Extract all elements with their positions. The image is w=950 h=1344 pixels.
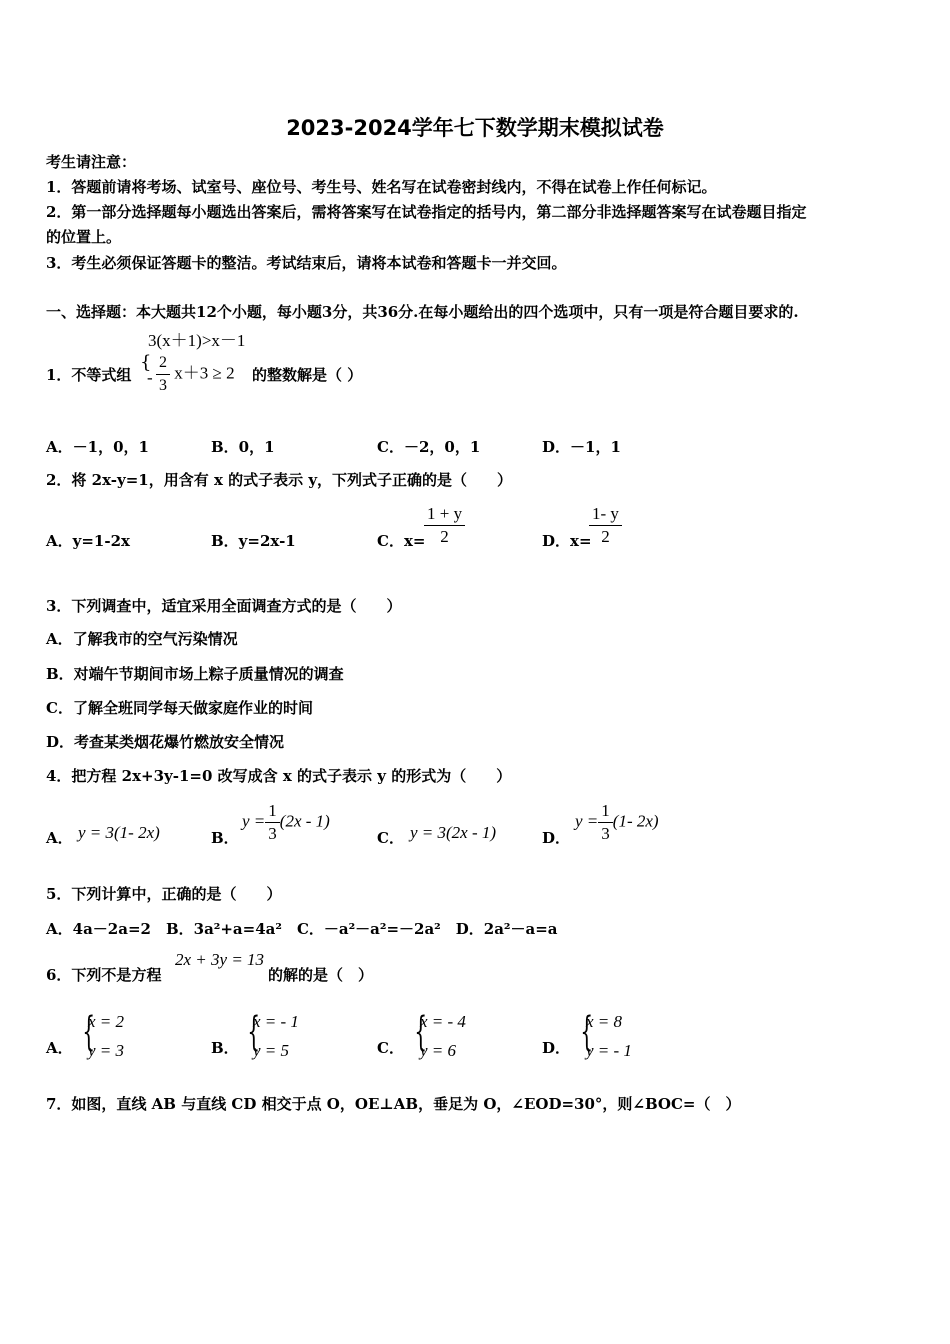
q2-d-den: 2 — [589, 525, 622, 548]
notice-item-3: 3．考生必须保证答题卡的整洁。考试结束后，请将本试卷和答题卡一并交回。 — [46, 254, 567, 272]
q4-label-d: D． — [542, 829, 571, 847]
q4-d-num: 1 — [601, 801, 610, 820]
q1-option-b: B．0，1 — [211, 438, 275, 456]
q6-stem: 6．下列不是方程 — [46, 966, 162, 984]
q6-label-a: A． — [46, 1039, 73, 1057]
q6-a-x: x = 2 — [88, 1012, 125, 1031]
q6-stem-after: 的解的是（ ） — [268, 966, 374, 984]
q6-d-y: y = - 1 — [586, 1041, 632, 1060]
notice-heading: 考生请注意： — [46, 153, 137, 171]
q3-option-c: C．了解全班同学每天做家庭作业的时间 — [46, 699, 313, 717]
q6-c-x: x = - 4 — [420, 1012, 466, 1031]
q1-option-a: A．－1，0，1 — [46, 438, 149, 456]
q1-stem: 1．不等式组 — [46, 366, 132, 384]
q2-option-a: A．y=1-2x — [46, 532, 130, 550]
q1-option-d: D．－1，1 — [542, 438, 621, 456]
page-title: 2023-2024学年七下数学期末模拟试卷 — [286, 116, 664, 140]
q1-option-c: C．－2，0，1 — [377, 438, 481, 456]
q6-b-brace: { — [247, 1009, 261, 1055]
q2-c-num: 1 + y — [427, 504, 463, 523]
q4-d-den: 3 — [598, 822, 613, 845]
q2-c-den: 2 — [424, 525, 465, 548]
q6-b-y: y = 5 — [253, 1041, 290, 1060]
q4-d-post: (1- 2x) — [612, 811, 659, 831]
q4-label-b: B． — [211, 829, 239, 847]
q6-d-brace: { — [580, 1009, 594, 1055]
q6-label-b: B． — [211, 1039, 239, 1057]
q1-inequality-2-rest: x＋3 ≥ 2 — [174, 363, 235, 383]
q6-c-brace: { — [414, 1009, 428, 1055]
q5-stem: 5．下列计算中，正确的是（ ） — [46, 885, 282, 903]
q6-equation: 2x + 3y = 13 — [175, 950, 265, 969]
q1-brace: { — [140, 352, 152, 373]
q4-option-a: y = 3(1- 2x) — [78, 823, 160, 842]
q7-stem: 7．如图，直线 AB 与直线 CD 相交于点 O，OE⊥AB，垂足为 O，∠EOD=30°，则∠BOC=（ ） — [46, 1095, 741, 1113]
q2-stem: 2．将 2x-y=1，用含有 x 的式子表示 y，下列式子正确的是（ ） — [46, 471, 513, 489]
q2-option-d-fraction — [589, 503, 622, 548]
q4-b-num: 1 — [268, 801, 277, 820]
q2-option-c-label: C．x= — [377, 532, 426, 550]
q3-option-b: B．对端午节期间市场上粽子质量情况的调查 — [46, 665, 344, 683]
q3-stem: 3．下列调查中，适宜采用全面调查方式的是（ ） — [46, 597, 402, 615]
q4-b-post: (2x - 1) — [279, 811, 330, 831]
q4-label-a: A． — [46, 829, 73, 847]
q6-a-brace: { — [82, 1009, 96, 1055]
q2-option-b: B．y=2x-1 — [211, 532, 296, 550]
q4-option-c: y = 3(2x - 1) — [410, 823, 497, 842]
q4-b-pre: y = — [242, 811, 266, 831]
q6-c-y: y = 6 — [420, 1041, 457, 1060]
q4-label-c: C． — [377, 829, 404, 847]
notice-item-2-cont: 的位置上。 — [46, 228, 122, 246]
q6-d-x: x = 8 — [586, 1012, 623, 1031]
q6-b-x: x = - 1 — [253, 1012, 299, 1031]
q4-option-b — [242, 800, 330, 845]
section-heading: 一、选择题：本大题共12个小题，每小题3分，共36分.在每小题给出的四个选项中，只有一项是符合题目要求的. — [46, 303, 799, 321]
q4-stem: 4．把方程 2x+3y-1=0 改写成含 x 的式子表示 y 的形式为（ ） — [46, 767, 512, 785]
q4-option-d — [575, 800, 659, 845]
q6-a-y: y = 3 — [88, 1041, 125, 1060]
q2-option-d-label: D．x= — [542, 532, 592, 550]
q6-label-d: D． — [542, 1039, 571, 1057]
q2-d-num: 1- y — [592, 504, 619, 523]
q3-option-d: D．考查某类烟花爆竹燃放安全情况 — [46, 733, 285, 751]
q1-inequality-2 — [156, 352, 235, 397]
q1-frac-num: 2 — [159, 354, 167, 371]
q4-b-den: 3 — [265, 822, 280, 845]
notice-item-2: 2．第一部分选择题每小题选出答案后，需将答案写在试卷指定的括号内，第二部分非选择题答案写在试卷题目指定 — [46, 203, 807, 221]
q1-minus: - — [147, 368, 153, 387]
q3-option-a: A．了解我市的空气污染情况 — [46, 630, 238, 648]
q1-inequality-1: 3(x＋1)>x－1 — [148, 331, 246, 350]
q5-options: A．4a－2a=2 B．3a²+a=4a² C．－a²－a²=－2a² D．2a²－a=a — [46, 920, 558, 938]
q1-stem-after: 的整数解是（ ） — [252, 366, 363, 384]
q6-label-c: C． — [377, 1039, 404, 1057]
q4-d-pre: y = — [575, 811, 599, 831]
q1-frac-den: 3 — [156, 374, 170, 397]
notice-item-1: 1．答题前请将考场、试室号、座位号、考生号、姓名写在试卷密封线内，不得在试卷上作任何标记。 — [46, 178, 717, 196]
q2-option-c-fraction — [424, 503, 465, 548]
